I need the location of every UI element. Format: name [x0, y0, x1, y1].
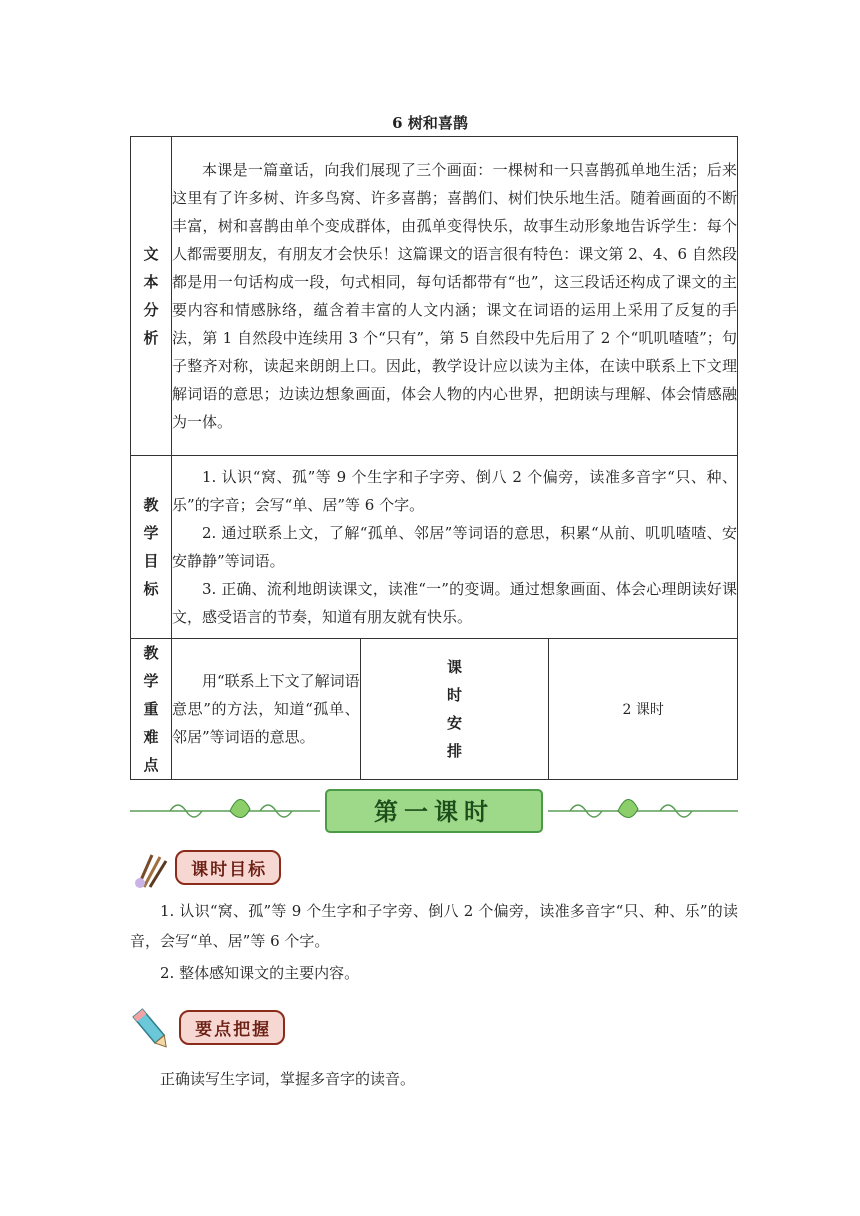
- objective-item: 2. 整体感知课文的主要内容。: [160, 964, 360, 982]
- key-grasp-content: 正确读写生字词，掌握多音字的读音。: [160, 1070, 416, 1088]
- objective-item: 1. 认识“窝、孤”等 9 个生字和子字旁、倒八 2 个偏旁，读准多音字“只、种、乐”的读音，会写“单、居”等 6 个字。: [130, 902, 738, 950]
- vine-right-decoration: [548, 799, 738, 817]
- lesson-overview-table: [130, 136, 738, 780]
- vine-left-decoration: [130, 799, 320, 817]
- key-grasp-tag: 要点把握: [179, 1010, 285, 1045]
- text-analysis-label: 文 本 分 析: [131, 137, 172, 456]
- text-analysis-content: 本课是一篇童话，向我们展现了三个画面：一棵树和一只喜鹊孤单地生活；后来这里有了许多树、许多鸟窝、许多喜鹊；喜鹊们、树们快乐地生活。随着画面的不断丰富，树和喜鹊由单个变成群体，由孤单变得快乐，故事生动形象地告诉学生：每个人都需要朋友，有朋友才会快乐！这篇课文的语言很有特色：课文第 2、4、6 自然段都是用一句话构成一段，句式相同，每句话都带有“也”，这三段话还构成了课文的主要内容和情感脉络，蕴含着丰富的人文内涵；课文在词语的运用上采用了反复的手法，第 1 自然段中连续用 3 个“只有”，第 5 自然段中先后用了 2 个“叽叽喳喳”；句子整齐对称，读起来朗朗上口。因此，教学设计应以读为主体，在读中联系上下文理解词语的意思；边读边想象画面，体会人物的内心世界，把朗读与理解、体会情感融为一体。: [172, 137, 738, 456]
- objectives-tag: 课时目标: [175, 850, 281, 885]
- schedule-value: 2 课时: [549, 639, 738, 780]
- schedule-label: 课 时 安 排: [360, 639, 549, 780]
- objectives-header: [130, 850, 281, 891]
- key-points-row: [131, 639, 738, 780]
- goal-item: 2. 通过联系上文，了解“孤单、邻居”等词语的意思，积累“从前、叽叽喳喳、安安静静”等词语。: [172, 524, 737, 570]
- pencil-icon: [130, 1006, 174, 1054]
- goal-item: 1. 认识“窝、孤”等 9 个生字和子字旁、倒八 2 个偏旁，读准多音字“只、种、乐”的字音；会写“单、居”等 6 个字。: [172, 468, 737, 514]
- goals-label: 教 学 目 标: [131, 456, 172, 639]
- goal-item: 3. 正确、流利地朗读课文，读准“一”的变调。通过想象画面、体会心理朗读好课文，感受语言的节奏，知道有朋友就有快乐。: [172, 580, 737, 626]
- brushes-icon: [130, 851, 170, 891]
- page-title: 6 树和喜鹊: [392, 114, 468, 132]
- text-analysis-row: [131, 137, 738, 456]
- goals-row: [131, 456, 738, 639]
- banner-text: 第一课时: [374, 798, 494, 826]
- key-grasp-header: [130, 1006, 285, 1054]
- key-points-content: 用“联系上下文了解词语意思”的方法，知道“孤单、邻居”等词语的意思。: [172, 639, 361, 780]
- objectives-list: [130, 896, 738, 988]
- lesson-banner: [130, 786, 738, 836]
- goals-content: [172, 456, 738, 639]
- key-points-label: 教 学 重 难 点: [131, 639, 172, 780]
